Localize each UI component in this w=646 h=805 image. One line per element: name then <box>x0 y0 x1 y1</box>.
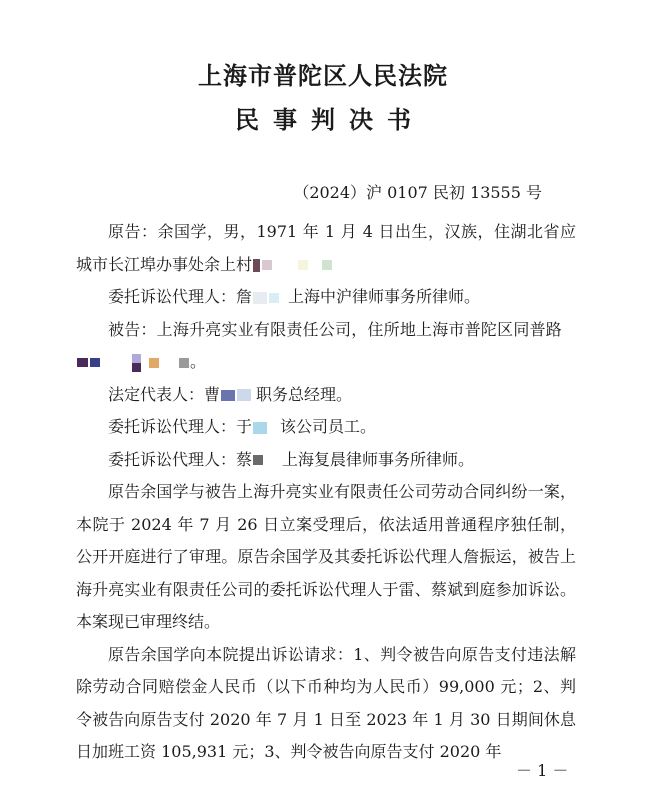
redaction-mark <box>149 358 159 368</box>
redaction-mark <box>237 389 251 401</box>
redaction-mark <box>269 293 279 303</box>
redaction-mark <box>274 260 296 270</box>
defendant-agent1-title: 该公司员工。 <box>280 417 377 436</box>
redaction-mark <box>77 358 88 367</box>
redaction-mark <box>253 422 267 434</box>
redaction-mark <box>253 455 263 465</box>
plaintiff-agent-label: 委托诉讼代理人：詹 <box>108 287 253 306</box>
page-number: － 1 － <box>516 761 569 780</box>
plaintiff-agent-firm: 上海中沪律师事务所律师。 <box>288 287 481 306</box>
document-body <box>76 216 576 769</box>
defendant-text-end: 。 <box>190 352 207 371</box>
defendant-text: 被告：上海升亮实业有限责任公司，住所地上海市普陀区同普路 <box>108 319 562 339</box>
defendant-agent-2 <box>76 444 576 477</box>
plaintiff-text: 原告：余国学，男，1971 年 1 月 4 日出生，汉族，住湖北省应城市长江埠办事处余上村 <box>76 222 576 274</box>
document-title: 民事判决书 <box>235 105 425 134</box>
claims-paragraph: 原告余国学向本院提出诉讼请求：1、判令被告向原告支付违法解除劳动合同赔偿金人民币（以下币种均为人民币）99,000 元；2、判令被告向原告支付 2020 年 7 月 1 日至 2023 年 1 月 30 日期间休息日加班工资 105,931 元；3、判令被告向原告支付 2020 年 <box>76 644 576 761</box>
case-number: （2024）沪 0107 民初 13555 号 <box>293 183 542 202</box>
defendant-agent-1 <box>76 411 576 444</box>
redaction-mark <box>262 260 272 270</box>
redaction-mark <box>310 260 320 270</box>
defendant-agent2-firm: 上海复晨律师事务所律师。 <box>282 449 475 469</box>
redaction-mark <box>90 358 100 367</box>
redaction-mark <box>322 260 332 270</box>
plaintiff-info <box>76 216 576 281</box>
redaction-mark <box>253 259 260 272</box>
legal-rep-title: 职务总经理。 <box>256 384 353 404</box>
defendant-info <box>76 314 576 379</box>
court-name: 上海市普陀区人民法院 <box>198 61 448 90</box>
redaction-mark <box>179 358 189 368</box>
redaction-mark <box>221 390 235 401</box>
redaction-mark <box>132 354 141 372</box>
redaction-mark <box>298 260 308 270</box>
defendant-agent1-label: 委托诉讼代理人：于 <box>108 417 253 436</box>
legal-rep-label: 法定代表人：曹 <box>108 384 221 404</box>
defendant-agent2-label: 委托诉讼代理人：蔡 <box>108 449 253 469</box>
legal-representative <box>76 379 576 412</box>
plaintiff-agent <box>76 281 576 314</box>
case-intro-paragraph: 原告余国学与被告上海升亮实业有限责任公司劳动合同纠纷一案，本院于 2024 年 7 月 26 日立案受理后，依法适用普通程序独任制，公开开庭进行了审理。原告余国学及其委托诉讼代理人詹振运，被告上海升亮实业有限责任公司的委托诉讼代理人于雷、蔡斌到庭参加诉讼。本案现已审理终结。 <box>76 482 576 631</box>
redaction-mark <box>253 292 267 304</box>
